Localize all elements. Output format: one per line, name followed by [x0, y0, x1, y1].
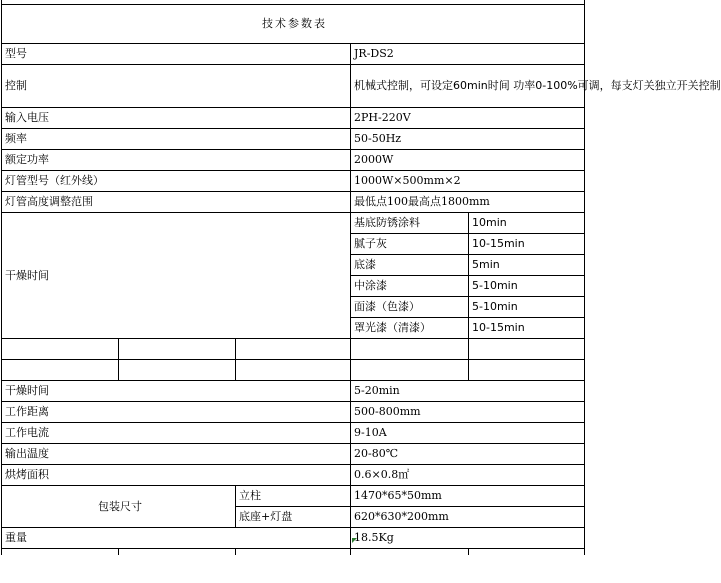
value-baking-area: 0.6×0.8㎡ [351, 465, 585, 486]
value-drying-time-2: 5-20min [351, 381, 585, 402]
drying-item-name: 面漆（色漆） [351, 297, 469, 318]
value-working-current: 9-10A [351, 423, 585, 444]
label-working-distance: 工作距离 [2, 402, 351, 423]
value-output-temp: 20-80℃ [351, 444, 585, 465]
blank-cell [236, 339, 351, 360]
blank-cell [236, 549, 351, 556]
packing-item-name: 立柱 [236, 486, 351, 507]
blank-cell [2, 549, 119, 556]
label-drying-time-2: 干燥时间 [2, 381, 351, 402]
label-packing-size: 包装尺寸 [2, 486, 236, 528]
value-lamp-height: 最低点100最高点1800mm [351, 192, 585, 213]
label-baking-area: 烘烤面积 [2, 465, 351, 486]
drying-item-name: 底漆 [351, 255, 469, 276]
value-working-distance: 500-800mm [351, 402, 585, 423]
drying-item-name: 中涂漆 [351, 276, 469, 297]
label-drying-time: 干燥时间 [2, 213, 351, 339]
drying-item-name: 基底防锈涂料 [351, 213, 469, 234]
blank-cell [351, 360, 469, 381]
value-input-voltage: 2PH-220V [351, 108, 585, 129]
drying-item-time: 5min [469, 255, 585, 276]
drying-item-time: 5-10min [469, 297, 585, 318]
blank-cell [351, 339, 469, 360]
blank-cell [469, 549, 585, 556]
label-input-voltage: 输入电压 [2, 108, 351, 129]
label-model: 型号 [2, 44, 351, 65]
value-rated-power: 2000W [351, 150, 585, 171]
blank-cell [469, 339, 585, 360]
blank-cell [2, 339, 119, 360]
cell-comment-marker [352, 538, 357, 543]
label-lamp-height: 灯管高度调整范围 [2, 192, 351, 213]
blank-cell [119, 339, 236, 360]
packing-item-value: 1470*65*50mm [351, 486, 585, 507]
packing-item-value: 620*630*200mm [351, 507, 585, 528]
blank-cell [119, 360, 236, 381]
spec-table [1, 0, 721, 555]
label-control: 控制 [2, 65, 351, 108]
value-lamp-model: 1000W×500mm×2 [351, 171, 585, 192]
blank-cell [119, 549, 236, 556]
blank-cell [469, 360, 585, 381]
label-frequency: 频率 [2, 129, 351, 150]
table-title: 技术参数表 [2, 5, 585, 44]
drying-item-name: 罩光漆（清漆） [351, 318, 469, 339]
drying-item-time: 5-10min [469, 276, 585, 297]
label-rated-power: 额定功率 [2, 150, 351, 171]
label-output-temp: 输出温度 [2, 444, 351, 465]
label-lamp-model: 灯管型号（红外线） [2, 171, 351, 192]
drying-item-time: 10min [469, 213, 585, 234]
value-weight: 18.5Kg [351, 528, 585, 549]
label-weight: 重量 [2, 528, 351, 549]
blank-cell [351, 549, 469, 556]
value-control: 机械式控制，可设定60min时间 功率0-100%可调，每支灯关独立开关控制 [351, 65, 585, 108]
label-working-current: 工作电流 [2, 423, 351, 444]
drying-item-name: 腻子灰 [351, 234, 469, 255]
value-frequency: 50-50Hz [351, 129, 585, 150]
drying-item-time: 10-15min [469, 234, 585, 255]
blank-cell [2, 360, 119, 381]
drying-item-time: 10-15min [469, 318, 585, 339]
blank-cell [236, 360, 351, 381]
value-model: JR-DS2 [351, 44, 585, 65]
packing-item-name: 底座+灯盘 [236, 507, 351, 528]
